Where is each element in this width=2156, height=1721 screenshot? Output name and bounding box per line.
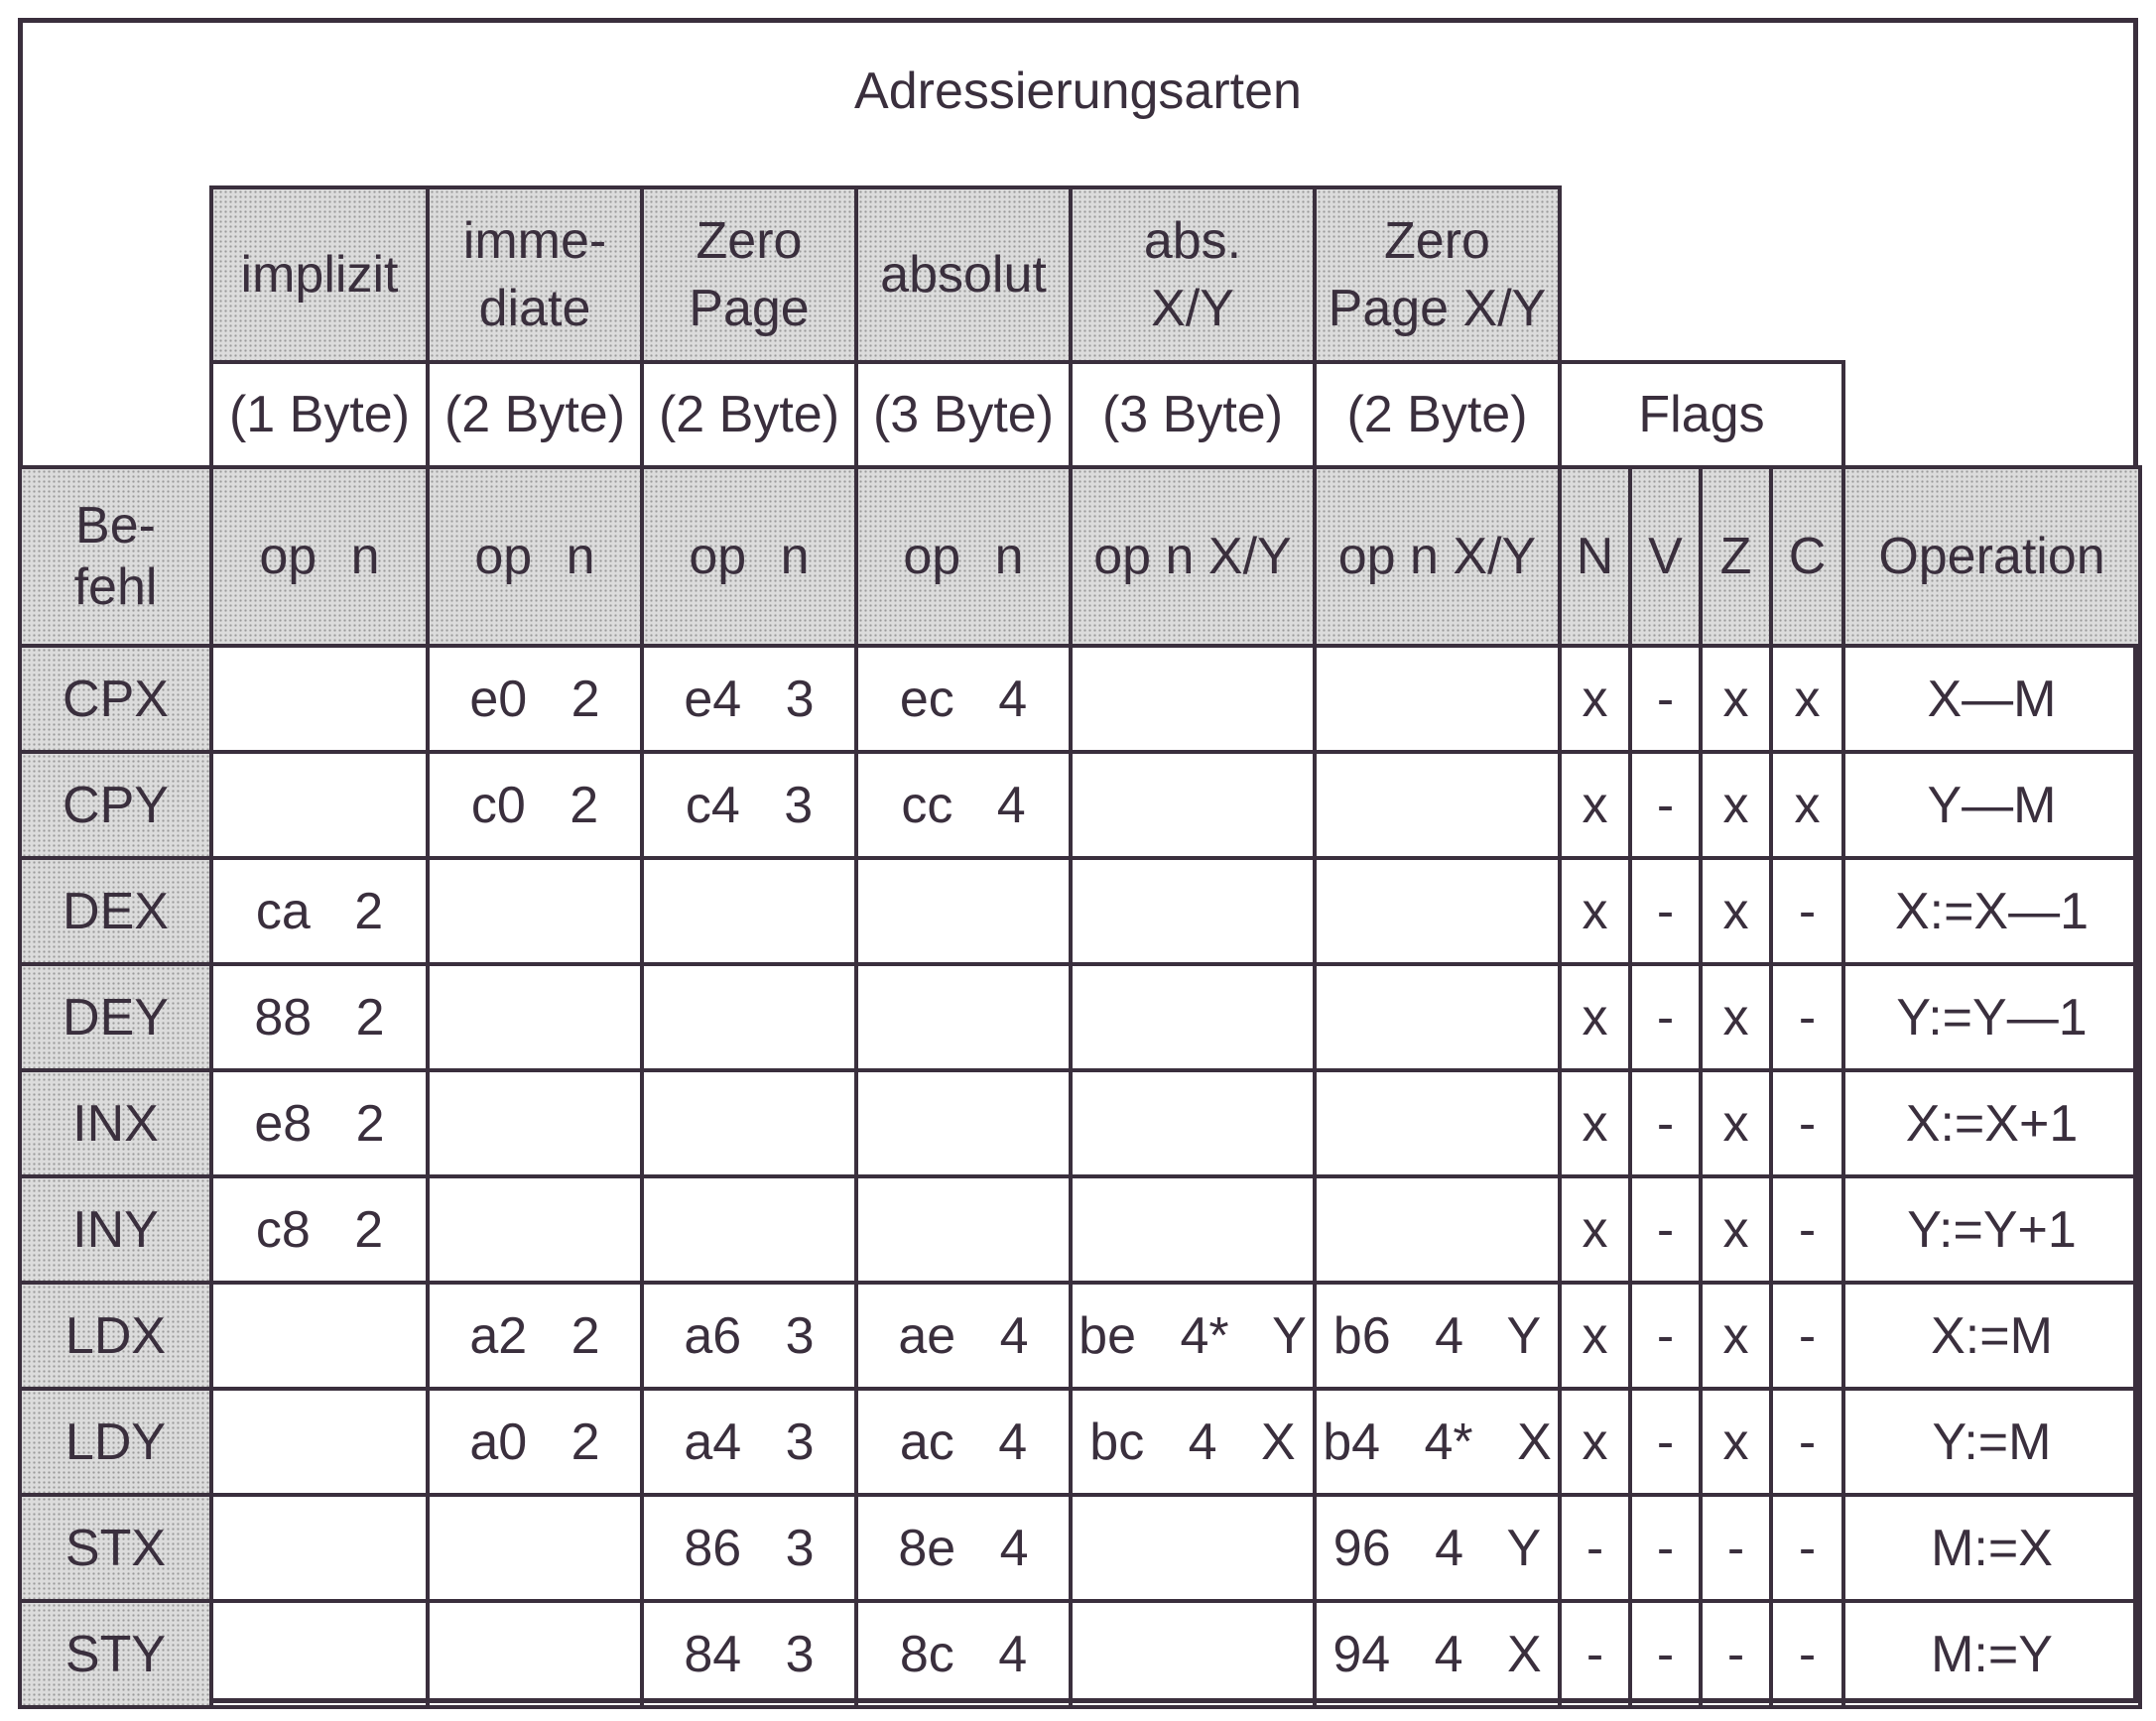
- opcode-cell: [856, 964, 1071, 1070]
- flag-header-n: N: [1560, 467, 1630, 646]
- command-header: Be- fehl: [20, 467, 211, 646]
- flag-cell: x: [1701, 646, 1771, 752]
- opcode-cell: [428, 1070, 642, 1176]
- header-spacer: [20, 187, 211, 362]
- flag-cell: x: [1560, 646, 1630, 752]
- opcode-cell: [642, 858, 856, 964]
- table-row: [20, 1176, 2140, 1283]
- operation-cell: Y—M: [1843, 752, 2140, 858]
- command-cell: INX: [20, 1070, 211, 1176]
- opcode-cell: cc 4: [856, 752, 1071, 858]
- table-row: [20, 1601, 2140, 1707]
- opcode-cell: [1071, 964, 1315, 1070]
- header-row-names: [20, 187, 2140, 362]
- bytes-label: (2 Byte): [642, 362, 856, 467]
- command-cell: LDX: [20, 1283, 211, 1389]
- col-header-absolut: absolut: [856, 187, 1071, 362]
- opcode-cell: ac 4: [856, 1389, 1071, 1495]
- opcode-cell: b4 4* X: [1315, 1389, 1560, 1495]
- flag-cell: x: [1560, 1070, 1630, 1176]
- sub-header: op n X/Y: [1315, 467, 1560, 646]
- opcode-cell: [1071, 858, 1315, 964]
- flag-cell: -: [1771, 1389, 1843, 1495]
- table-row: [20, 1283, 2140, 1389]
- sub-header: op n: [211, 467, 428, 646]
- table-row: [20, 752, 2140, 858]
- opcode-cell: e8 2: [211, 1070, 428, 1176]
- operation-cell: X:=X—1: [1843, 858, 2140, 964]
- opcode-cell: [211, 752, 428, 858]
- operation-cell: X:=M: [1843, 1283, 2140, 1389]
- opcode-cell: [642, 964, 856, 1070]
- opcode-cell: 84 3: [642, 1601, 856, 1707]
- flag-cell: -: [1630, 1070, 1701, 1176]
- flag-header-z: Z: [1701, 467, 1771, 646]
- opcode-cell: ec 4: [856, 646, 1071, 752]
- operation-cell: Y:=Y+1: [1843, 1176, 2140, 1283]
- opcode-cell: [428, 1176, 642, 1283]
- opcode-cell: [1315, 964, 1560, 1070]
- flag-cell: -: [1701, 1495, 1771, 1601]
- opcode-cell: 94 4 X: [1315, 1601, 1560, 1707]
- col-header-abs-xy: abs. X/Y: [1071, 187, 1315, 362]
- flag-header-c: C: [1771, 467, 1843, 646]
- table-row: [20, 858, 2140, 964]
- opcode-cell: [856, 1070, 1071, 1176]
- header-spacer: [20, 362, 211, 467]
- opcode-cell: [1071, 752, 1315, 858]
- header-spacer-right: [1843, 362, 2140, 467]
- opcode-cell: be 4* Y: [1071, 1283, 1315, 1389]
- opcode-cell: [1071, 1176, 1315, 1283]
- opcode-cell: [642, 1176, 856, 1283]
- flag-cell: -: [1771, 1283, 1843, 1389]
- flag-cell: x: [1701, 964, 1771, 1070]
- opcode-cell: [1315, 1176, 1560, 1283]
- opcode-cell: 8c 4: [856, 1601, 1071, 1707]
- bytes-label: (3 Byte): [856, 362, 1071, 467]
- flag-cell: -: [1560, 1601, 1630, 1707]
- operation-cell: Y:=M: [1843, 1389, 2140, 1495]
- operation-cell: Y:=Y—1: [1843, 964, 2140, 1070]
- opcode-cell: 86 3: [642, 1495, 856, 1601]
- flag-cell: -: [1560, 1495, 1630, 1601]
- flag-cell: -: [1630, 1495, 1701, 1601]
- opcode-cell: [211, 1389, 428, 1495]
- opcode-cell: e4 3: [642, 646, 856, 752]
- opcode-cell: a0 2: [428, 1389, 642, 1495]
- opcode-cell: a2 2: [428, 1283, 642, 1389]
- bytes-label: (2 Byte): [1315, 362, 1560, 467]
- flag-cell: -: [1630, 1176, 1701, 1283]
- opcode-cell: [428, 1495, 642, 1601]
- bytes-label: (1 Byte): [211, 362, 428, 467]
- col-header-immediate: imme- diate: [428, 187, 642, 362]
- flags-group-label: Flags: [1560, 362, 1843, 467]
- col-header-zero-page-xy: Zero Page X/Y: [1315, 187, 1560, 362]
- opcode-cell: 88 2: [211, 964, 428, 1070]
- flag-cell: x: [1560, 1176, 1630, 1283]
- opcode-cell: [856, 858, 1071, 964]
- sub-header: op n X/Y: [1071, 467, 1315, 646]
- opcode-cell: c4 3: [642, 752, 856, 858]
- table-row: [20, 1495, 2140, 1601]
- opcode-cell: [211, 1495, 428, 1601]
- flag-cell: -: [1630, 646, 1701, 752]
- operation-cell: X:=X+1: [1843, 1070, 2140, 1176]
- command-cell: DEX: [20, 858, 211, 964]
- opcode-cell: [1315, 752, 1560, 858]
- header-spacer-right: [1560, 187, 2140, 362]
- data-rows: [20, 646, 2140, 1707]
- opcode-cell: [1071, 1495, 1315, 1601]
- sub-header: op n: [642, 467, 856, 646]
- opcode-cell: [1071, 1070, 1315, 1176]
- opcode-cell: c0 2: [428, 752, 642, 858]
- flag-cell: x: [1560, 752, 1630, 858]
- opcode-cell: b6 4 Y: [1315, 1283, 1560, 1389]
- operation-cell: M:=Y: [1843, 1601, 2140, 1707]
- flag-cell: x: [1560, 858, 1630, 964]
- opcode-cell: ae 4: [856, 1283, 1071, 1389]
- opcode-cell: ca 2: [211, 858, 428, 964]
- command-cell: LDY: [20, 1389, 211, 1495]
- command-cell: STX: [20, 1495, 211, 1601]
- opcode-cell: a4 3: [642, 1389, 856, 1495]
- flag-cell: -: [1630, 752, 1701, 858]
- header-row-sub: [20, 467, 2140, 646]
- opcode-cell: [1071, 1601, 1315, 1707]
- flag-cell: x: [1560, 1389, 1630, 1495]
- flag-cell: -: [1771, 858, 1843, 964]
- flag-cell: x: [1701, 1283, 1771, 1389]
- flag-cell: x: [1771, 646, 1843, 752]
- table-row: [20, 646, 2140, 752]
- command-cell: STY: [20, 1601, 211, 1707]
- opcode-cell: [211, 1601, 428, 1707]
- sub-header: op n: [428, 467, 642, 646]
- operation-header: Operation: [1843, 467, 2140, 646]
- opcode-cell: [428, 1601, 642, 1707]
- bytes-label: (2 Byte): [428, 362, 642, 467]
- flag-cell: -: [1630, 1283, 1701, 1389]
- flag-cell: -: [1771, 1495, 1843, 1601]
- opcode-cell: [642, 1070, 856, 1176]
- table-row: [20, 964, 2140, 1070]
- flag-cell: x: [1701, 1389, 1771, 1495]
- flag-header-v: V: [1630, 467, 1701, 646]
- flag-cell: -: [1771, 1176, 1843, 1283]
- table-row: [20, 1389, 2140, 1495]
- operation-cell: M:=X: [1843, 1495, 2140, 1601]
- command-cell: INY: [20, 1176, 211, 1283]
- flag-cell: -: [1701, 1601, 1771, 1707]
- col-header-implizit: implizit: [211, 187, 428, 362]
- opcode-table: [18, 185, 2142, 1709]
- opcode-cell: [1071, 646, 1315, 752]
- col-header-zero-page: Zero Page: [642, 187, 856, 362]
- opcode-cell: [428, 858, 642, 964]
- bytes-label: (3 Byte): [1071, 362, 1315, 467]
- opcode-cell: [428, 964, 642, 1070]
- flag-cell: x: [1560, 1283, 1630, 1389]
- operation-cell: X—M: [1843, 646, 2140, 752]
- opcode-cell: [211, 1283, 428, 1389]
- flag-cell: -: [1771, 1601, 1843, 1707]
- command-cell: DEY: [20, 964, 211, 1070]
- flag-cell: x: [1701, 752, 1771, 858]
- opcode-cell: bc 4 X: [1071, 1389, 1315, 1495]
- flag-cell: -: [1771, 1070, 1843, 1176]
- page-title: Adressierungsarten: [854, 62, 1302, 120]
- flag-cell: -: [1771, 964, 1843, 1070]
- sub-header: op n: [856, 467, 1071, 646]
- opcode-cell: [211, 646, 428, 752]
- opcode-cell: 8e 4: [856, 1495, 1071, 1601]
- header-row-bytes: [20, 362, 2140, 467]
- opcode-cell: a6 3: [642, 1283, 856, 1389]
- flag-cell: -: [1630, 858, 1701, 964]
- flag-cell: -: [1630, 964, 1701, 1070]
- flag-cell: x: [1771, 752, 1843, 858]
- flag-cell: -: [1630, 1389, 1701, 1495]
- flag-cell: x: [1701, 858, 1771, 964]
- opcode-cell: [1315, 646, 1560, 752]
- table-row: [20, 1070, 2140, 1176]
- flag-cell: x: [1701, 1070, 1771, 1176]
- flag-cell: -: [1630, 1601, 1701, 1707]
- command-cell: CPY: [20, 752, 211, 858]
- opcode-cell: c8 2: [211, 1176, 428, 1283]
- opcode-cell: [856, 1176, 1071, 1283]
- opcode-cell: 96 4 Y: [1315, 1495, 1560, 1601]
- opcode-cell: [1315, 1070, 1560, 1176]
- flag-cell: x: [1560, 964, 1630, 1070]
- opcode-cell: e0 2: [428, 646, 642, 752]
- flag-cell: x: [1701, 1176, 1771, 1283]
- opcode-cell: [1315, 858, 1560, 964]
- command-cell: CPX: [20, 646, 211, 752]
